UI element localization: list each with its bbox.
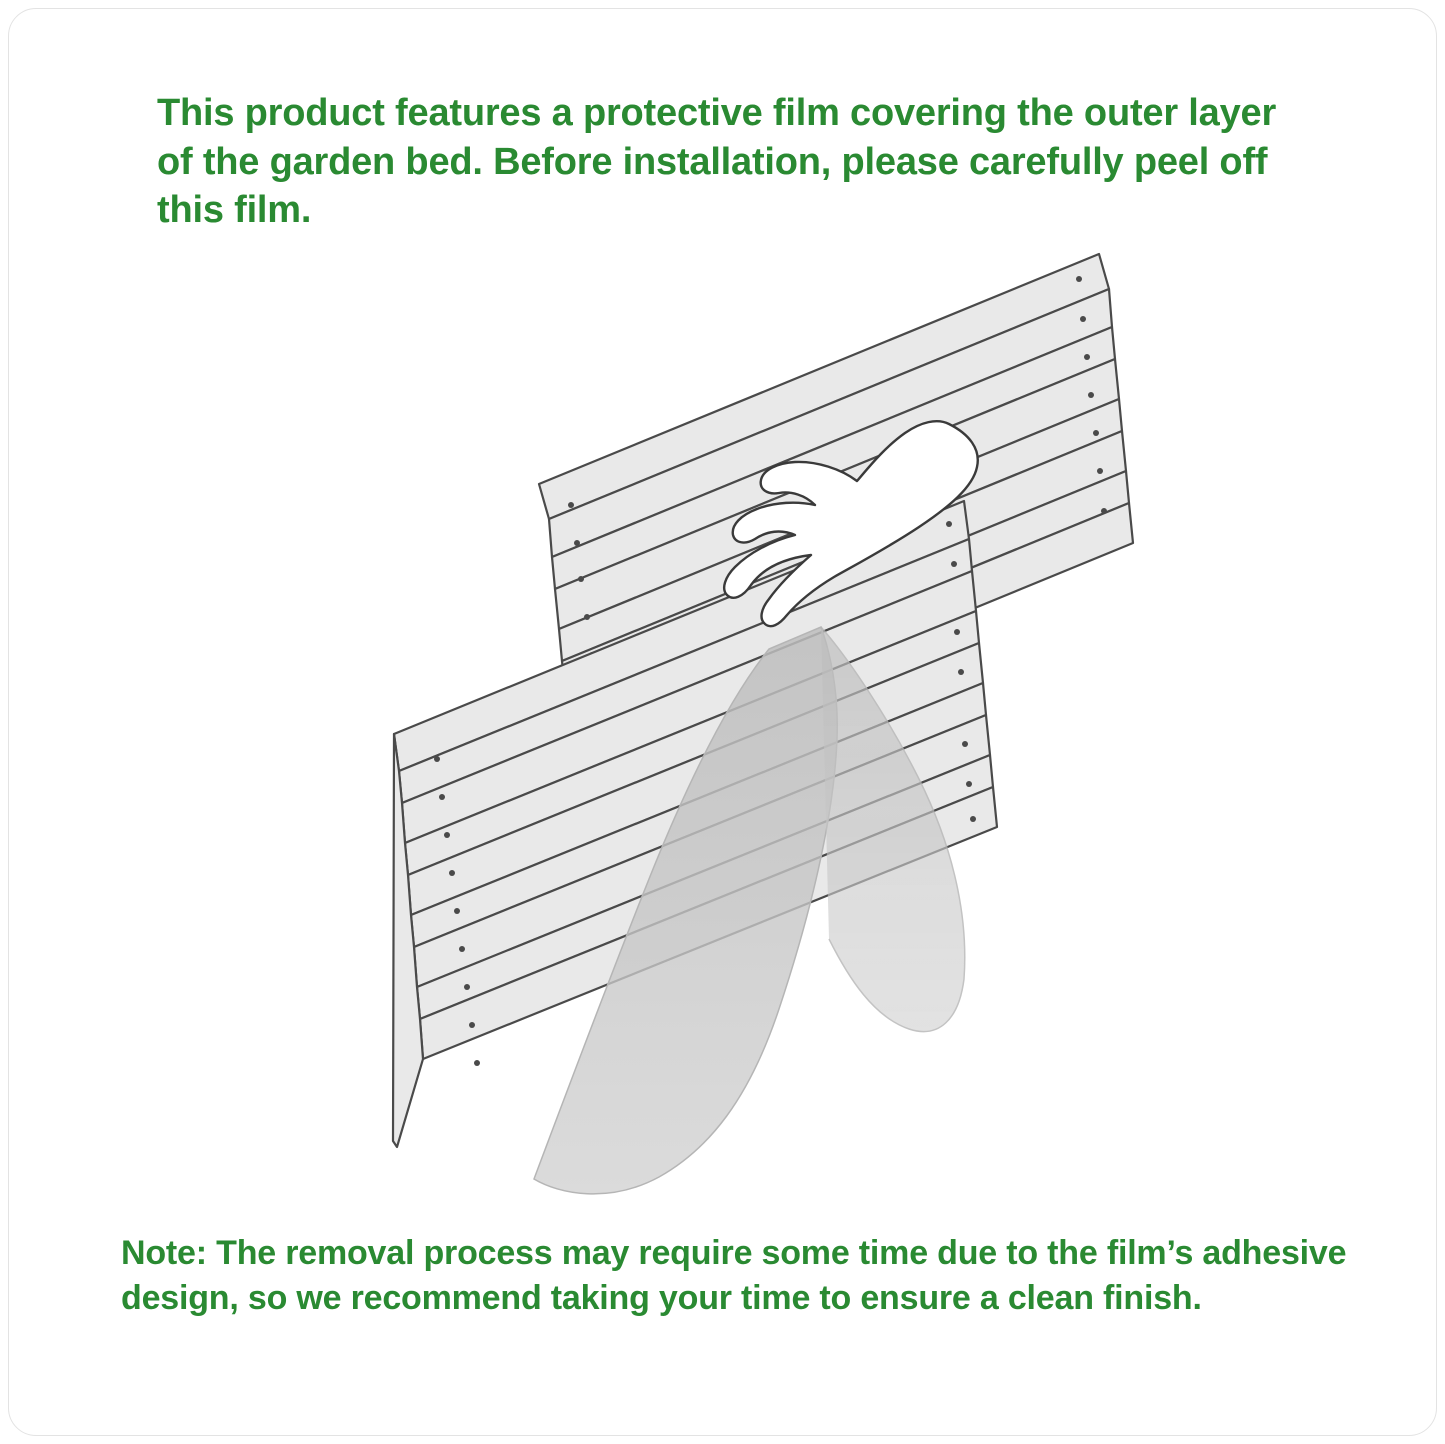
headline-text: This product features a protective film covering the outer layer of the garden bed. Before installation, please carefully peel off this film. bbox=[157, 92, 1277, 232]
instruction-card bbox=[8, 8, 1437, 1436]
note-text: Note: The removal process may require some time due to the film’s adhesive design, so we recommend taking your time to ensure a clean finish. bbox=[121, 1234, 1347, 1317]
illustration-container bbox=[309, 219, 1169, 1209]
